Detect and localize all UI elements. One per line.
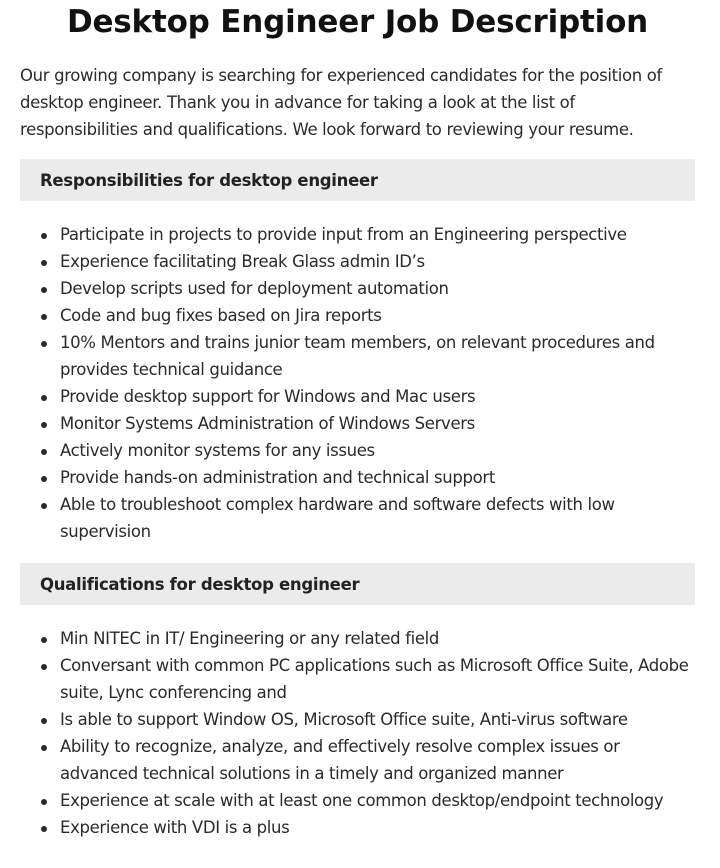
list-item (60, 302, 695, 329)
bullet-icon (41, 664, 47, 670)
responsibilities-heading: Responsibilities for desktop engineer (20, 159, 695, 201)
bullet-icon (41, 395, 47, 401)
list-item (60, 383, 695, 410)
list-item (60, 464, 695, 491)
list-item-text: Provide desktop support for Windows and Mac users (60, 387, 476, 406)
intro-paragraph: Our growing company is searching for experienced candidates for the position of desktop engineer. Thank you in advance for taking a look at the list of responsibilities and qualifications. We look forward to reviewing your resume. (20, 66, 662, 139)
bullet-icon (41, 476, 47, 482)
bullet-icon (41, 503, 47, 509)
list-item-text: Min NITEC in IT/ Engineering or any related field (60, 629, 440, 648)
list-item (60, 437, 695, 464)
bullet-icon (41, 341, 47, 347)
list-item-text: Ability to recognize, analyze, and effectively resolve complex issues or advanced technical solutions in a timely and organized manner (60, 737, 620, 783)
list-item-text: Experience at scale with at least one common desktop/endpoint technology (60, 791, 664, 810)
bullet-icon (41, 287, 47, 293)
list-item-text: Monitor Systems Administration of Windows Servers (60, 414, 475, 433)
list-item (60, 329, 695, 383)
bullet-icon (41, 233, 47, 239)
list-item-text: Participate in projects to provide input from an Engineering perspective (60, 225, 627, 244)
qualifications-list (20, 625, 695, 841)
list-item-text: Provide hands-on administration and technical support (60, 468, 495, 487)
list-item (60, 410, 695, 437)
list-item (60, 814, 695, 841)
list-item (60, 491, 695, 545)
list-item-text: Is able to support Window OS, Microsoft Office suite, Anti-virus software (60, 710, 628, 729)
list-item-text: Conversant with common PC applications such as Microsoft Office Suite, Adobe suite, Lync conferencing and (60, 656, 689, 702)
list-item (60, 275, 695, 302)
list-item (60, 733, 695, 787)
page-title: Desktop Engineer Job Description (66, 4, 649, 40)
list-item (60, 706, 695, 733)
bullet-icon (41, 449, 47, 455)
bullet-icon (41, 799, 47, 805)
list-item (60, 248, 695, 275)
list-item-text: Experience facilitating Break Glass admin ID’s (60, 252, 425, 271)
bullet-icon (41, 745, 47, 751)
list-item (60, 787, 695, 814)
bullet-icon (41, 718, 47, 724)
bullet-icon (41, 422, 47, 428)
list-item (60, 221, 695, 248)
bullet-icon (41, 314, 47, 320)
responsibilities-list (20, 221, 695, 545)
qualifications-heading: Qualifications for desktop engineer (20, 563, 695, 605)
bullet-icon (41, 826, 47, 832)
list-item (60, 652, 695, 706)
bullet-icon (41, 260, 47, 266)
list-item (60, 625, 695, 652)
list-item-text: Actively monitor systems for any issues (60, 441, 375, 460)
list-item-text: Code and bug fixes based on Jira reports (60, 306, 382, 325)
bullet-icon (41, 637, 47, 643)
list-item-text: 10% Mentors and trains junior team members, on relevant procedures and provides technical guidance (60, 333, 655, 379)
list-item-text: Develop scripts used for deployment automation (60, 279, 449, 298)
list-item-text: Experience with VDI is a plus (60, 818, 290, 837)
list-item-text: Able to troubleshoot complex hardware and software defects with low supervision (60, 495, 615, 541)
